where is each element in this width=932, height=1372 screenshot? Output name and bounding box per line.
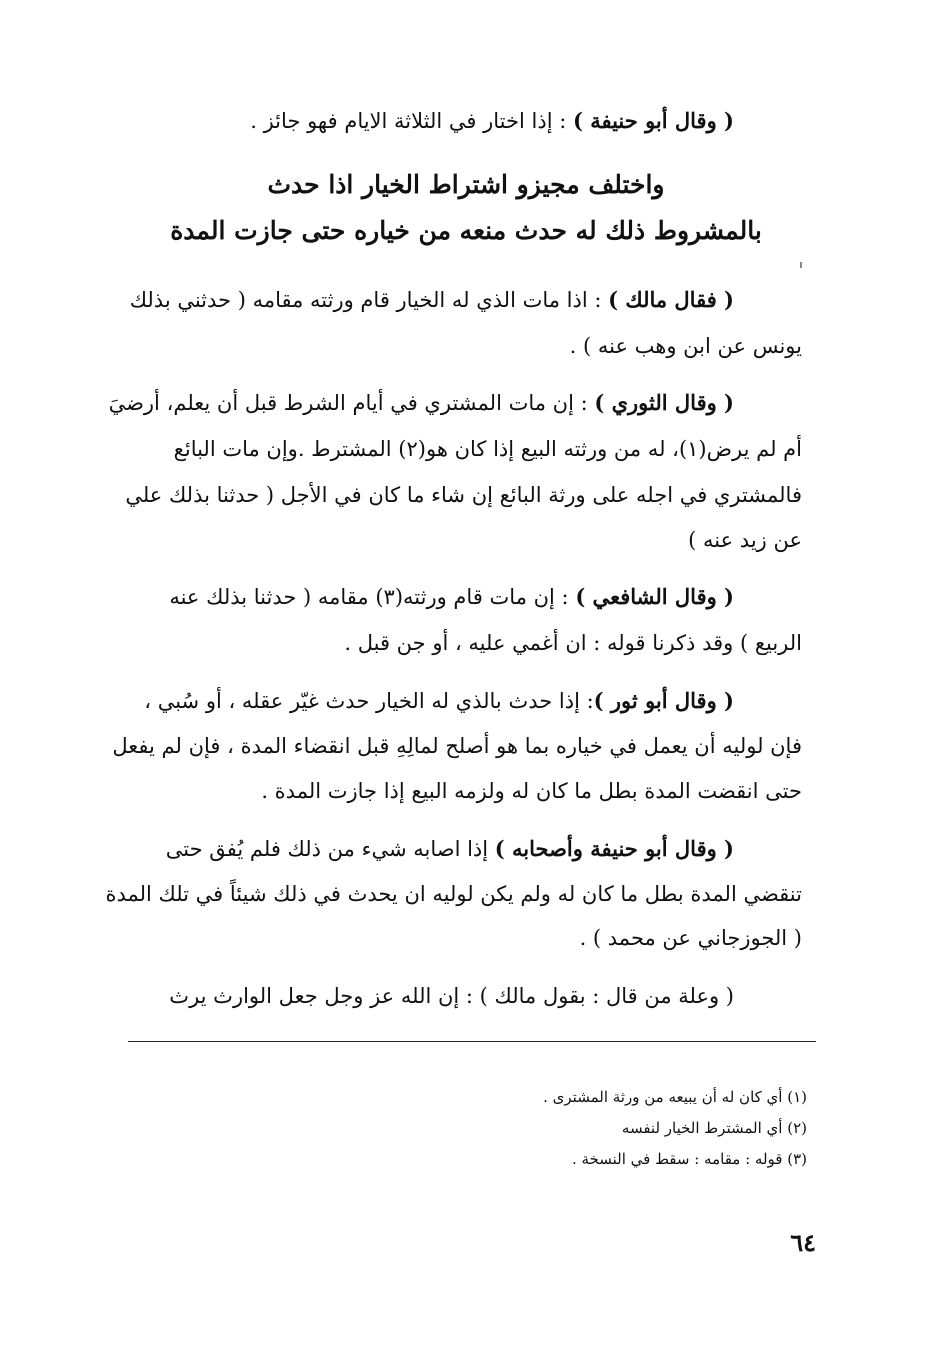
- scan-speck: [800, 262, 802, 268]
- footnote-3: (٣) قوله : مقامه : سقط في النسخة .: [571, 1150, 807, 1168]
- paragraph-reasoning-line-1: [169, 972, 734, 1020]
- statement-opening: ( وعلة من قال : بقول مالك ): [479, 984, 734, 1008]
- paragraph-abu-thawr-line-2: فإن لوليه أن يعمل في خياره بما هو أصلح لمالِهِ قبل انقضاء المدة ، فإن لم يفعل: [112, 734, 802, 758]
- speaker-name: ( وقال الشافعي ): [575, 584, 734, 609]
- paragraph-shafii-line-1: [169, 573, 734, 621]
- paragraph-thawri-line-1: [109, 379, 734, 427]
- footnote-divider: [128, 1041, 816, 1042]
- paragraph-abu-hanifa-companions-line-1: [166, 825, 734, 873]
- statement-text: : إن مات قام ورثته(٣) مقامه ( حدثنا بذلك عنه: [169, 585, 576, 609]
- paragraph-malik-line-2: يونس عن ابن وهب عنه ) .: [569, 334, 802, 358]
- footnote-2: (٢) أي المشترط الخيار لنفسه: [621, 1119, 807, 1137]
- paragraph-abu-hanifa-line-1: [250, 97, 734, 145]
- footnote-1: (١) أي كان له أن يبيعه من ورثة المشترى .: [543, 1088, 807, 1106]
- speaker-name: ( وقال أبو ثور ): [593, 688, 734, 713]
- page-number: ٦٤: [790, 1228, 816, 1257]
- paragraph-abu-thawr-line-3: حتى انقضت المدة بطل ما كان له ولزمه البيع إذا جازت المدة .: [261, 779, 802, 803]
- speaker-name: ( وقال الثوري ): [594, 390, 734, 415]
- paragraph-thawri-line-4: عن زيد عنه ): [688, 528, 802, 552]
- statement-text: إذا اصابه شيء من ذلك فلم يُفق حتى: [165, 837, 495, 861]
- statement-text: : إذا حدث بالذي له الخيار حدث غيّر عقله ، أو سُبي ،: [144, 689, 594, 713]
- statement-text: : إذا اختار في الثلاثة الايام فهو جائز .: [250, 109, 573, 133]
- paragraph-malik-line-1: [130, 276, 734, 324]
- paragraph-abu-thawr-line-1: [144, 677, 734, 725]
- speaker-name: ( وقال أبو حنيفة وأصحابه ): [494, 836, 734, 861]
- statement-text: : إن مات المشتري في أيام الشرط قبل أن يعلم، أرضيَ: [108, 391, 595, 415]
- paragraph-thawri-line-3: فالمشتري في اجله على ورثة البائع إن شاء ما كان في الأجل ( حدثنا بذلك علي: [125, 483, 802, 507]
- paragraph-abu-hanifa-companions-line-2: تنقضي المدة بطل ما كان له ولم يكن لوليه ان يحدث في ذلك شيئاً في تلك المدة: [105, 882, 802, 906]
- speaker-name: ( فقال مالك ): [608, 287, 734, 312]
- section-heading-line-2: بالمشروط ذلك له حدث منعه من خياره حتى جازت المدة: [170, 216, 762, 245]
- speaker-name: ( وقال أبو حنيفة ): [572, 108, 734, 133]
- paragraph-thawri-line-2: أم لم يرض(١)، له من ورثته البيع إذا كان هو(٢) المشترط .وإن مات البائع: [173, 437, 802, 461]
- paragraph-abu-hanifa-companions-line-3: ( الجوزجاني عن محمد ) .: [579, 926, 802, 950]
- section-heading-line-1: واختلف مجيزو اشتراط الخيار اذا حدث: [267, 170, 665, 199]
- paragraph-shafii-line-2: الربيع ) وقد ذكرنا قوله : ان أغمي عليه ، أو جن قبل .: [344, 631, 802, 655]
- statement-text: : إن الله عز وجل جعل الوارث يرث: [169, 984, 480, 1008]
- statement-text: : اذا مات الذي له الخيار قام ورثته مقامه ( حدثني بذلك: [129, 288, 609, 312]
